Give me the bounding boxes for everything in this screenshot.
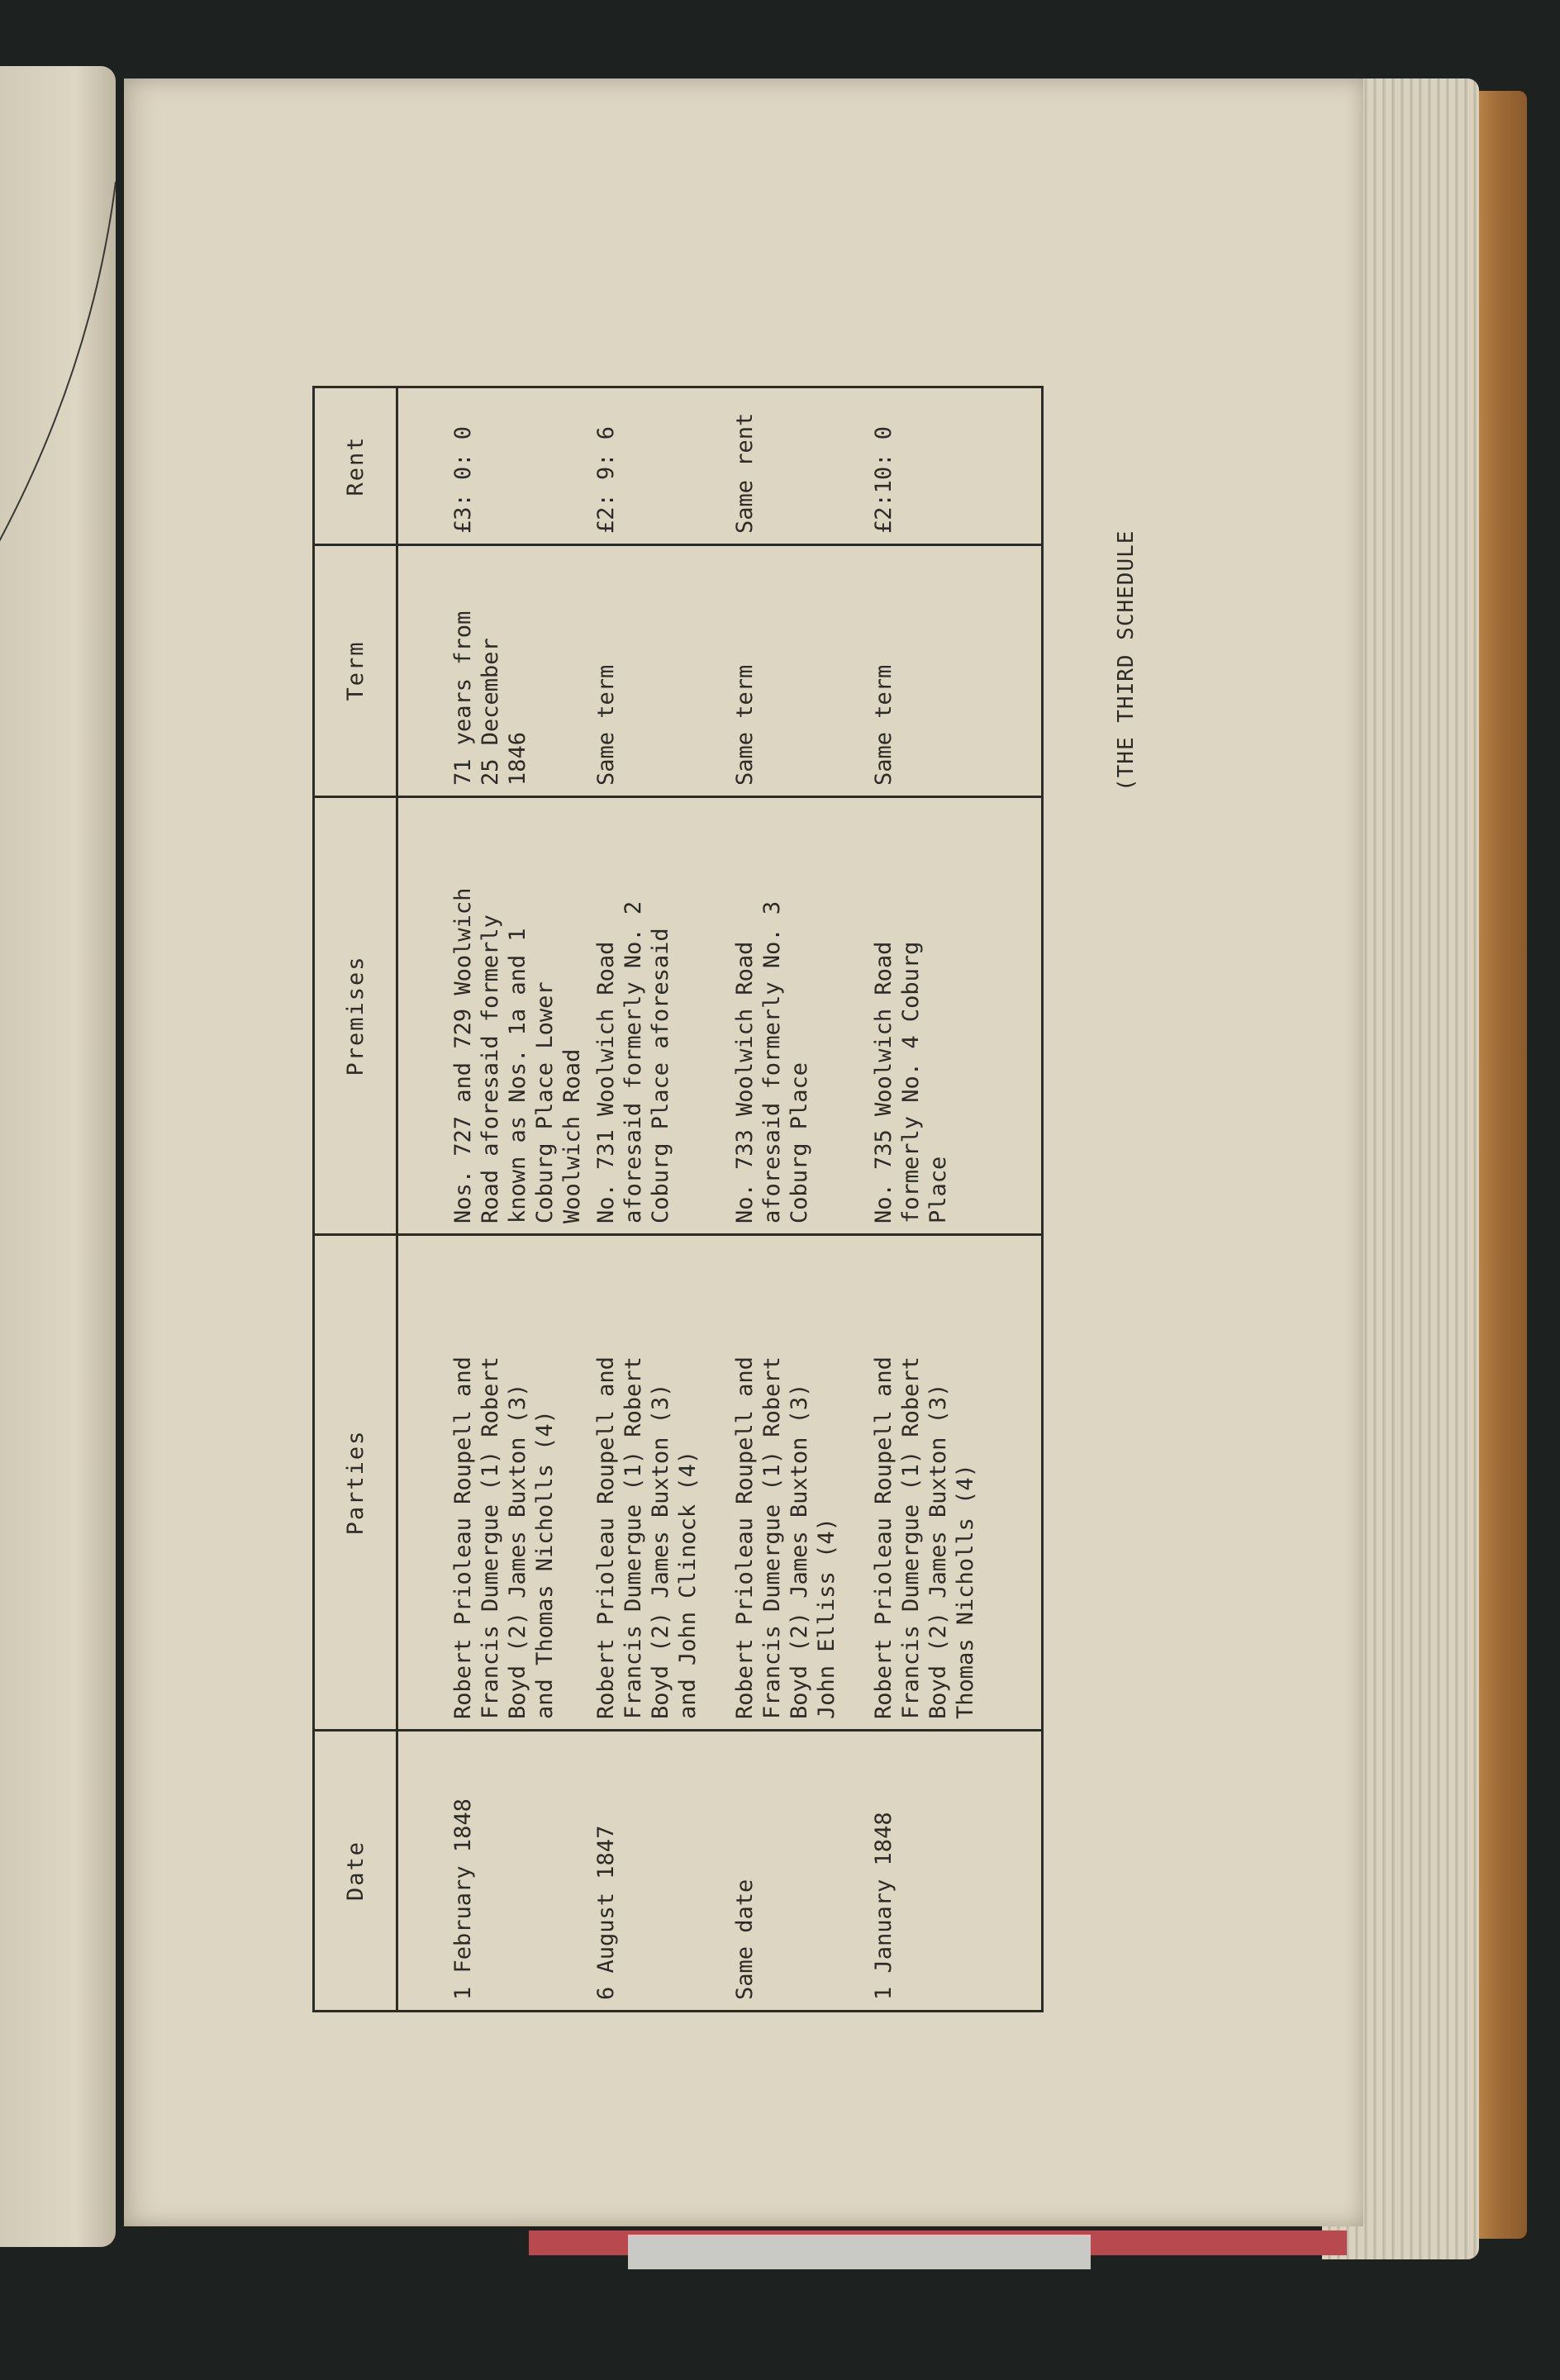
cell-date: 6 August 1847 [592,1731,731,2012]
rotated-schedule-sheet [312,344,1188,2012]
cell-parties: Robert Prioleau Roupell and Francis Dumergue (1) Robert Boyd (2) James Buxton (3) and Thomas Nicholls (4) [397,1235,593,1731]
header-date: Date [314,1731,397,2012]
cell-premises: Nos. 727 and 729 Woolwich Road aforesaid formerly known as Nos. 1a and 1 Coburg Place Lower Woolwich Road [397,797,593,1235]
header-premises: Premises [314,797,397,1235]
page-curl-line [0,182,116,595]
grey-page-marker [628,2235,1091,2269]
cell-rent: £2:10: 0 [870,387,1043,545]
cell-parties: Robert Prioleau Roupell and Francis Dumergue (1) Robert Boyd (2) James Buxton (3) John Elliss (4) [731,1235,870,1731]
cell-premises: No. 733 Woolwich Road aforesaid formerly No. 3 Coburg Place [731,797,870,1235]
cell-premises: No. 731 Woolwich Road aforesaid formerly No. 2 Coburg Place aforesaid [592,797,731,1235]
schedule-table [312,386,1044,2012]
table-row [397,387,593,2012]
cell-parties: Robert Prioleau Roupell and Francis Dumergue (1) Robert Boyd (2) James Buxton (3) Thomas Nicholls (4) [870,1235,1043,1731]
cell-parties: Robert Prioleau Roupell and Francis Dumergue (1) Robert Boyd (2) James Buxton (3) and John Clinock (4) [592,1235,731,1731]
table-row [870,387,1043,2012]
header-rent: Rent [314,387,397,545]
table-row [731,387,870,2012]
table-header-row [314,387,397,2012]
cell-term: 71 years from 25 December 1846 [397,545,593,797]
header-term: Term [314,545,397,797]
cell-rent: Same rent [731,387,870,545]
cell-rent: £2: 9: 6 [592,387,731,545]
table-row [592,387,731,2012]
cell-date: 1 February 1848 [397,1731,593,2012]
previous-page-edge [0,66,116,2247]
cell-term: Same term [870,545,1043,797]
cell-premises: No. 735 Woolwich Road formerly No. 4 Coburg Place [870,797,1043,1235]
header-parties: Parties [314,1235,397,1731]
book-binding-edge [1477,91,1527,2239]
cell-term: Same term [592,545,731,797]
cell-rent: £3: 0: 0 [397,387,593,545]
cell-date: 1 January 1848 [870,1731,1043,2012]
schedule-title: (THE THIRD SCHEDULE [1114,530,1139,791]
cell-date: Same date [731,1731,870,2012]
cell-term: Same term [731,545,870,797]
